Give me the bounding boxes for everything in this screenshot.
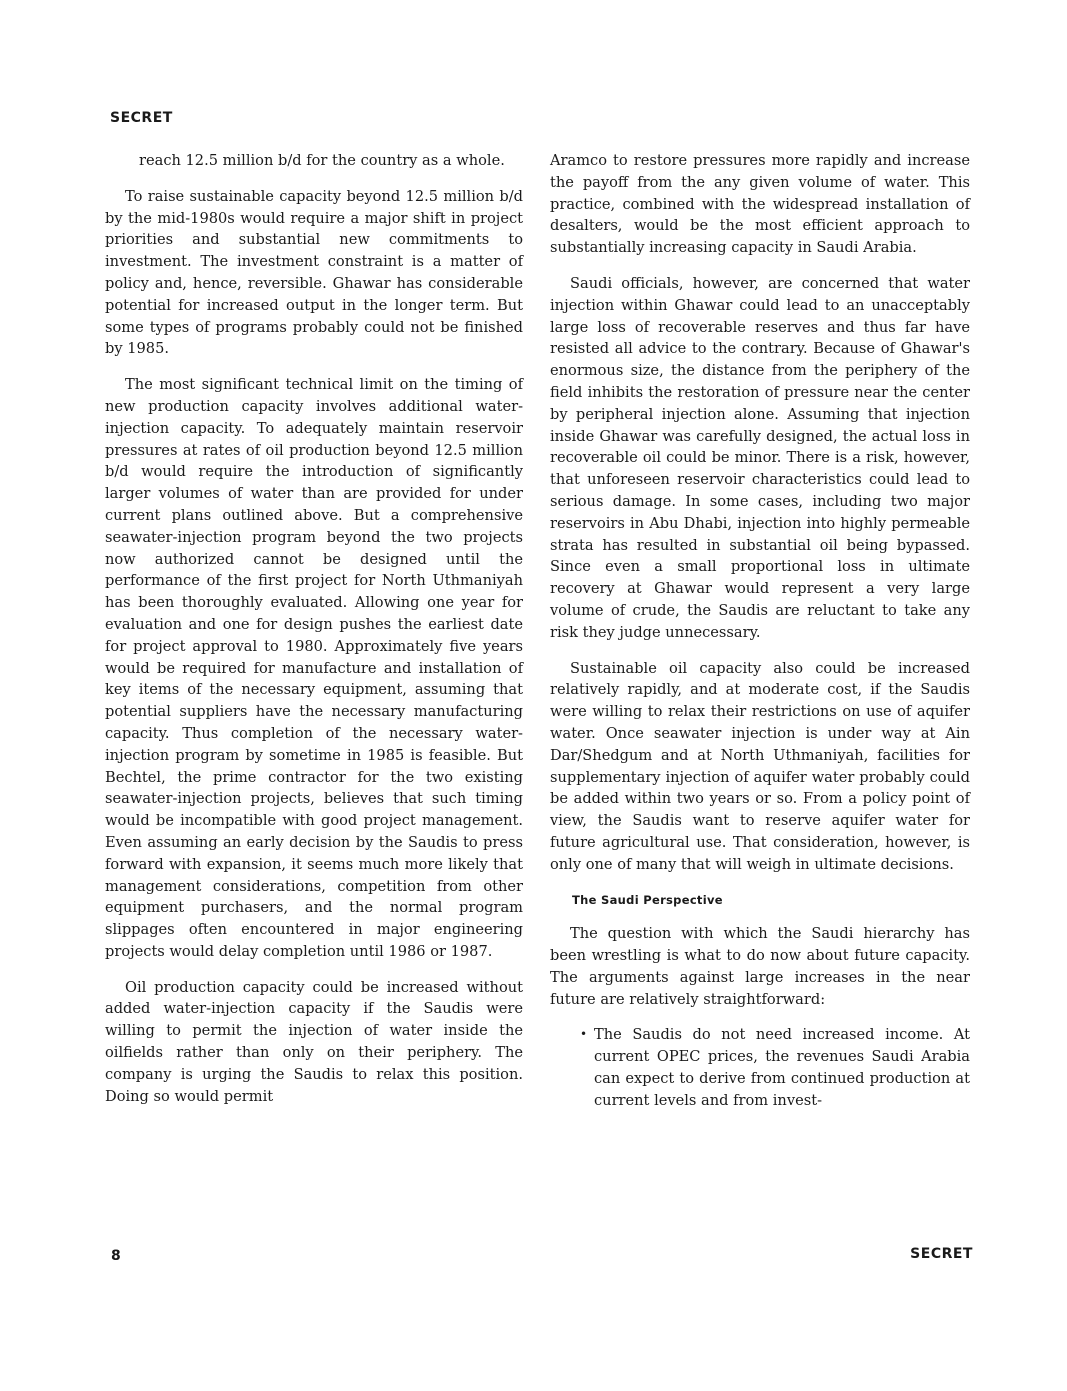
paragraph: To raise sustainable capacity beyond 12.5 million b/d by the mid-1980s would require a major shift in project priorities and substantial new commitments to investment. The investment constraint is a matter of policy and, hence, reversible. Ghawar has considerable potential for increased output in the longer term. But some types of programs probably could not be finished by 1985.	[105, 187, 523, 358]
paragraph: Saudi officials, however, are concerned that water injection within Ghawar could lead to an unacceptably large loss of recoverable reserves and thus far have resisted all advice to the contrary. Because of Ghawar's enormous size, the distance from the periphery of the field inhibits the restoration of pressure near the center by peripheral injection alone. Assuming that injection inside Ghawar was carefully designed, the actual loss in recoverable oil could be minor. There is a risk, however, that unforeseen reservoir characteristics could lead to serious damage. In some cases, including two major reservoirs in Abu Dhabi, injection into highly permeable strata has resulted in substantial oil being bypassed. Since even a small proportional loss in ultimate recovery at Ghawar would represent a very large volume of crude, the Saudis are reluctant to take any risk they judge unnecessary.	[550, 274, 970, 641]
bullet-item	[580, 1024, 970, 1111]
header-classification: SECRET	[110, 110, 173, 126]
footer-classification: SECRET	[910, 1246, 973, 1262]
paragraph-continuation: Aramco to restore pressures more rapidly and increase the payoff from the any given volume of water. This practice, combined with the widespread installation of desalters, would be the most efficient approach to substantially increasing capacity in Saudi Arabia.	[550, 152, 970, 257]
paragraph: The question with which the Saudi hierarchy has been wrestling is what to do now about future capacity. The arguments against large increases in the near future are relatively straightforward:	[550, 925, 970, 1008]
bullet-text: The Saudis do not need increased income. At current OPEC prices, the revenues Saudi Arabia can expect to derive from continued production at current levels and from invest-	[594, 1026, 970, 1109]
left-column	[105, 150, 523, 1121]
paragraph-continuation: reach 12.5 million b/d for the country as a whole.	[139, 152, 505, 169]
bullet-mark: •	[580, 1027, 588, 1042]
paragraph: The most significant technical limit on the timing of new production capacity involves additional water-injection capacity. To adequately maintain reservoir pressures at rates of oil production beyond 12.5 million b/d would require the introduction of significantly larger volumes of water than are provided for under current plans outlined above. But a comprehensive seawater-injection program beyond the two projects now authorized cannot be designed until the performance of the first project for North Uthmaniyah has been thoroughly evaluated. Allowing one year for evaluation and one for design pushes the earliest date for project approval to 1980. Approximately five years would be required for manufacture and installation of key items of the necessary equipment, assuming that potential suppliers have the necessary manufacturing capacity. Thus completion of the necessary water-injection program by sometime in 1985 is feasible. But Bechtel, the prime contractor for the two existing seawater-injection projects, believes that such timing would be incompatible with good project management. Even assuming an early decision by the Saudis to press forward with expansion, it seems much more likely that management considerations, competition from other equipment purchasers, and the normal program slippages often encountered in major engineering projects would delay completion until 1986 or 1987.	[105, 376, 523, 960]
paragraph: Sustainable oil capacity also could be increased relatively rapidly, and at moderate cost, if the Saudis were willing to relax their restrictions on use of aquifer water. Once seawater injection is under way at Ain Dar/Shedgum and at North Uthmaniyah, facilities for supplementary injection of aquifer water probably could be added within two years or so. From a policy point of view, the Saudis want to reserve aquifer water for future agricultural use. That consideration, however, is only one of many that will weigh in ultimate decisions.	[550, 659, 970, 873]
paragraph: Oil production capacity could be increased without added water-injection capacity if the Saudis were willing to permit the injection of water inside the oilfields rather than only on their periphery. The company is urging the Saudis to relax this position. Doing so would permit	[105, 978, 523, 1105]
right-column	[550, 150, 970, 1112]
section-heading: The Saudi Perspective	[572, 892, 723, 907]
page-number: 8	[111, 1248, 121, 1264]
